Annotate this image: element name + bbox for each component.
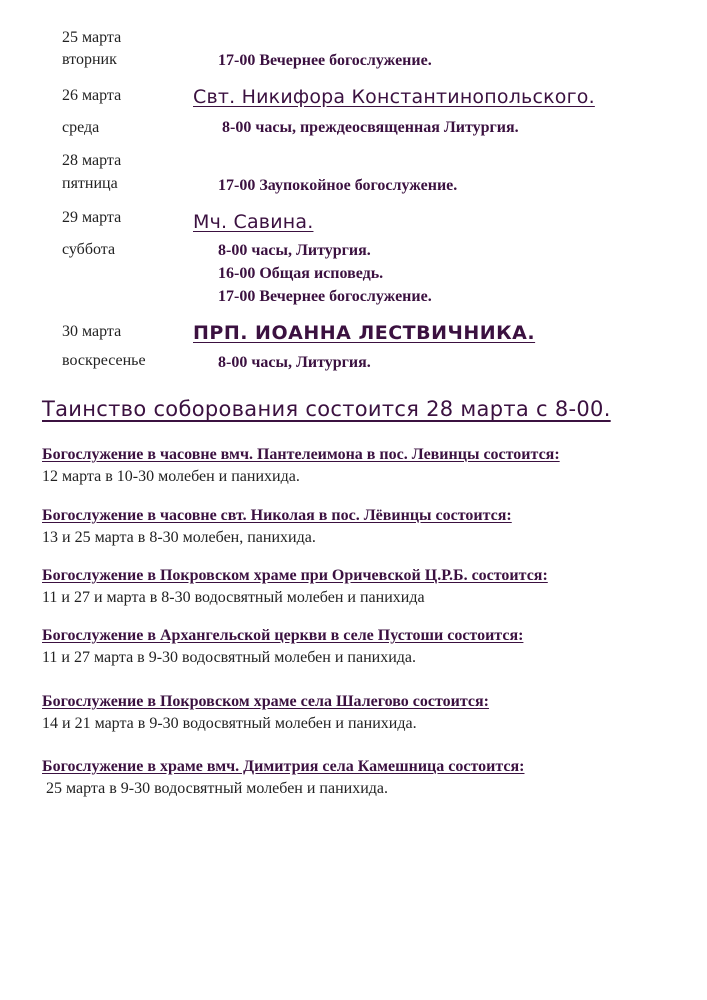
date-label: 25 марта — [62, 29, 122, 46]
chapel-heading: Богослужение в часовне свт. Николая в пос. Лёвинцы состоится: — [42, 507, 512, 524]
chapel-heading: Богослужение в Архангельской церкви в селе Пустоши состоится: — [42, 627, 524, 644]
chapel-schedule: 13 и 25 марта в 8-30 молебен, панихида. — [42, 529, 316, 546]
weekday-label: среда — [62, 119, 100, 136]
chapel-schedule: 11 и 27 и марта в 8-30 водосвятный молебен и панихида — [42, 589, 425, 606]
chapel-heading: Богослужение в Покровском храме села Шалегово состоится: — [42, 693, 489, 710]
service-time: 17-00 Вечернее богослужение. — [218, 288, 432, 305]
date-label: 28 марта — [62, 152, 122, 169]
date-label: 26 марта — [62, 87, 122, 104]
service-time: 17-00 Вечернее богослужение. — [218, 52, 432, 69]
service-time: 16-00 Общая исповедь. — [218, 265, 384, 282]
weekday-label: пятница — [62, 175, 118, 192]
service-time: 8-00 часы, Литургия. — [218, 354, 371, 371]
chapel-heading: Богослужение в часовне вмч. Пантелеимона в пос. Левинцы состоится: — [42, 446, 560, 463]
chapel-heading: Богослужение в храме вмч. Димитрия села Камешница состоится: — [42, 758, 525, 775]
feast-title: Свт. Никифора Константинопольского. — [193, 86, 595, 108]
service-time: 17-00 Заупокойное богослужение. — [218, 177, 458, 194]
unction-announcement: Таинство соборования состоится 28 марта с 8-00. — [42, 397, 611, 421]
chapel-schedule: 11 и 27 марта в 9-30 водосвятный молебен и панихида. — [42, 649, 416, 666]
date-label: 29 марта — [62, 209, 122, 226]
chapel-schedule: 12 марта в 10-30 молебен и панихида. — [42, 468, 300, 485]
date-label: 30 марта — [62, 323, 122, 340]
chapel-schedule: 14 и 21 марта в 9-30 водосвятный молебен и панихида. — [42, 715, 417, 732]
chapel-schedule: 25 марта в 9-30 водосвятный молебен и панихида. — [42, 780, 389, 797]
chapel-heading: Богослужение в Покровском храме при Оричевской Ц.Р.Б. состоится: — [42, 567, 548, 584]
weekday-label: вторник — [62, 51, 117, 68]
feast-title: ПРП. ИОАННА ЛЕСТВИЧНИКА. — [193, 322, 536, 344]
feast-title: Мч. Савина. — [193, 211, 314, 233]
service-time: 8-00 часы, преждеосвященная Литургия. — [222, 119, 519, 136]
service-time: 8-00 часы, Литургия. — [218, 242, 371, 259]
weekday-label: воскресенье — [62, 352, 146, 369]
weekday-label: суббота — [62, 241, 116, 258]
